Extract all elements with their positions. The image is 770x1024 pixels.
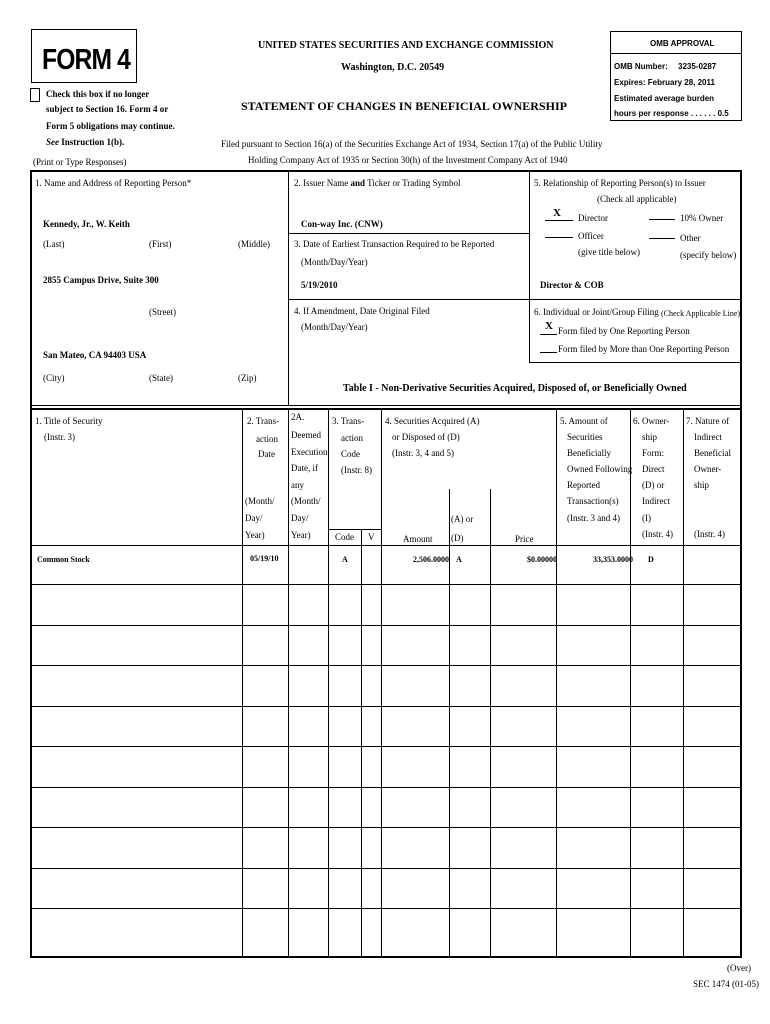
- omb-title: OMB APPROVAL: [650, 39, 715, 48]
- col2-header-3: Date: [258, 449, 275, 459]
- director-check-mark[interactable]: X: [553, 207, 561, 219]
- col2a-sub-2: Day/: [291, 513, 309, 523]
- statement-title: STATEMENT OF CHANGES IN BENEFICIAL OWNERSHIP: [241, 99, 567, 113]
- col6-header-4: Direct: [642, 464, 665, 474]
- col2a-sub-1: (Month/: [291, 496, 321, 506]
- col4-amount-header: Amount: [403, 534, 433, 544]
- box5-sublabel: (Check all applicable): [597, 194, 677, 204]
- box6-check-line: (Check Applicable Line): [661, 309, 741, 318]
- box3-sublabel: (Month/Day/Year): [301, 257, 368, 267]
- col6-header-1: 6. Owner-: [633, 416, 670, 426]
- col5-header-6: Transaction(s): [567, 496, 619, 506]
- col4-header-2: or Disposed of (D): [392, 432, 460, 442]
- box6-label: 6. Individual or Joint/Group Filing: [534, 307, 659, 317]
- officer-label: Officer: [578, 231, 604, 241]
- table1-title: Table I - Non-Derivative Securities Acquired, Disposed of, or Beneficially Owned: [343, 383, 687, 394]
- one-person-check-mark[interactable]: X: [545, 320, 553, 332]
- other-sublabel: (specify below): [680, 250, 737, 260]
- more-person-label: Form filed by More than One Reporting Person: [558, 344, 730, 354]
- box3-label: 3. Date of Earliest Transaction Required to be Reported: [294, 239, 495, 249]
- issuer-name-value: Con-way Inc. (CNW): [301, 219, 383, 229]
- middle-label: (Middle): [238, 239, 270, 249]
- form-name: FORM 4: [42, 44, 131, 76]
- price: $0.00000: [527, 555, 557, 564]
- street-label: (Street): [149, 307, 176, 317]
- box4-label: 4. If Amendment, Date Original Filed: [294, 306, 430, 316]
- securities-amount: 2,506.0000: [413, 555, 449, 564]
- other-label: Other: [680, 233, 701, 243]
- filed-pursuant-1: Filed pursuant to Section 16(a) of the Securities Exchange Act of 1934, Section 17(a) of the Public Utility: [221, 139, 603, 149]
- col4-price-header: Price: [515, 534, 534, 544]
- agency-title: UNITED STATES SECURITIES AND EXCHANGE COMMISSION: [258, 40, 554, 51]
- one-person-label: Form filed by One Reporting Person: [558, 326, 690, 336]
- state-label: (State): [149, 373, 173, 383]
- last-label: (Last): [43, 239, 65, 249]
- box1-label: 1. Name and Address of Reporting Person*: [35, 178, 192, 188]
- officer-sublabel: (give title below): [578, 247, 640, 257]
- col6-header-6: Indirect: [642, 496, 670, 506]
- checkbox-text-3: Form 5 obligations may continue.: [46, 121, 175, 131]
- ownership-form: D: [648, 555, 654, 564]
- col4-ad-header-2: (D): [451, 533, 464, 543]
- col5-header-3: Beneficially: [567, 448, 611, 458]
- col2-header-2: action: [256, 434, 278, 444]
- col5-header-4: Owned Following: [567, 464, 633, 474]
- transaction-code: A: [342, 555, 348, 564]
- col2-sub-2: Day/: [245, 513, 263, 523]
- omb-expires: Expires: February 28, 2011: [614, 78, 715, 87]
- col7-header-4: Owner-: [694, 464, 722, 474]
- director-label: Director: [578, 213, 608, 223]
- box5-label: 5. Relationship of Reporting Person(s) to Issuer: [534, 178, 706, 188]
- col5-header-2: Securities: [567, 432, 603, 442]
- col2-header-1: 2. Trans-: [247, 416, 280, 426]
- col2-sub-1: (Month/: [245, 496, 275, 506]
- col5-header-1: 5. Amount of: [560, 416, 608, 426]
- see-instruction: See Instruction 1(b).: [46, 137, 125, 147]
- checkbox-text-1: Check this box if no longer: [46, 89, 150, 99]
- col3-code-header: Code: [335, 532, 354, 542]
- street-address-value: 2855 Campus Drive, Suite 300: [43, 275, 159, 285]
- col6-header-2: ship: [642, 432, 658, 442]
- first-label: (First): [149, 239, 172, 249]
- col3-header-3: Code: [341, 449, 360, 459]
- box2-label: 2. Issuer Name and Ticker or Trading Symbol: [294, 178, 461, 188]
- col2a-header-3: Execution: [291, 447, 328, 457]
- col4-ad-header-1: (A) or: [451, 514, 474, 524]
- col7-header-5: ship: [694, 480, 710, 490]
- security-title: Common Stock: [37, 555, 90, 564]
- print-type-note: (Print or Type Responses): [33, 157, 127, 167]
- col7-header-7: (Instr. 4): [694, 529, 725, 539]
- amount-owned: 33,353.0000: [593, 555, 633, 564]
- col2a-header-2: Deemed: [291, 430, 321, 440]
- acquired-disposed: A: [456, 555, 462, 564]
- col1-header-2: (Instr. 3): [44, 432, 75, 442]
- reporting-person-name: Kennedy, Jr., W. Keith: [43, 219, 130, 229]
- col6-header-3: Form:: [642, 448, 665, 458]
- col5-header-5: Reported: [567, 480, 600, 490]
- col3-header-1: 3. Trans-: [332, 416, 365, 426]
- col2a-header-1: 2A.: [291, 412, 305, 422]
- omb-number-value: 3235-0287: [678, 62, 717, 71]
- col3-v-header: V: [368, 532, 375, 542]
- zip-label: (Zip): [238, 373, 257, 383]
- col7-header-2: Indirect: [694, 432, 722, 442]
- col2a-header-5: any: [291, 480, 304, 490]
- omb-burden-2: hours per response . . . . . . 0.5: [614, 109, 729, 118]
- col5-header-7: (Instr. 3 and 4): [567, 513, 620, 523]
- col1-header-1: 1. Title of Security: [35, 416, 103, 426]
- col7-header-1: 7. Nature of: [686, 416, 730, 426]
- col4-header-3: (Instr. 3, 4 and 5): [392, 448, 454, 458]
- officer-title-value: Director & COB: [540, 280, 604, 290]
- city-label: (City): [43, 373, 65, 383]
- col3-header-2: action: [341, 433, 363, 443]
- col7-header-3: Beneficial: [694, 448, 731, 458]
- col4-header-1: 4. Securities Acquired (A): [385, 416, 480, 426]
- sec-form-code: SEC 1474 (01-05): [693, 979, 759, 989]
- col6-header-5: (D) or: [642, 480, 665, 490]
- section16-checkbox[interactable]: [30, 88, 40, 102]
- agency-location: Washington, D.C. 20549: [341, 62, 445, 73]
- col2-sub-3: Year): [245, 530, 265, 540]
- col2a-sub-3: Year): [291, 530, 311, 540]
- filed-pursuant-2: Holding Company Act of 1935 or Section 30(h) of the Investment Company Act of 1940: [248, 155, 568, 165]
- transaction-date: 05/19/10: [250, 554, 279, 563]
- omb-burden-1: Estimated average burden: [614, 94, 715, 103]
- col6-header-7: (I): [642, 513, 651, 523]
- over-note: (Over): [727, 963, 751, 973]
- ten-percent-owner-label: 10% Owner: [680, 213, 724, 223]
- checkbox-text-2: subject to Section 16. Form 4 or: [46, 104, 169, 114]
- col3-header-4: (Instr. 8): [341, 465, 372, 475]
- box4-sublabel: (Month/Day/Year): [301, 322, 368, 332]
- earliest-transaction-date: 5/19/2010: [301, 280, 338, 290]
- col6-header-8: (Instr. 4): [642, 529, 673, 539]
- omb-number-label: OMB Number:: [614, 62, 668, 71]
- col2a-header-4: Date, if: [291, 463, 318, 473]
- city-state-zip-value: San Mateo, CA 94403 USA: [43, 350, 147, 360]
